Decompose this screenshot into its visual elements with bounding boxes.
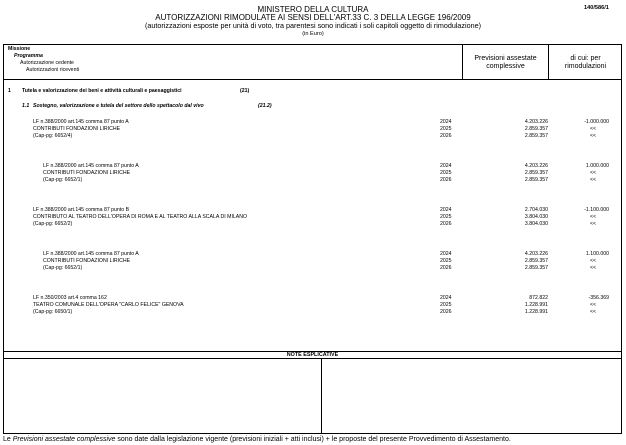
row-rimod: << (590, 133, 597, 139)
row-chapter: (Cap-pg: 6652/1) (43, 177, 83, 183)
col-aut-riceventi: Autorizzazioni riceventi (26, 67, 80, 73)
row-description: CONTRIBUTI FONDAZIONI LIRICHE (33, 126, 121, 132)
col-missione: Missione (8, 46, 31, 52)
notes-divider (321, 358, 322, 434)
notes-title: NOTE ESPLICATIVE (286, 352, 339, 358)
programma-code: (21.2) (258, 103, 272, 109)
missione-label: Tutela e valorizzazione dei beni e attività culturali e paesaggistici (22, 88, 182, 94)
row-year: 2025 (440, 258, 452, 264)
row-year: 2024 (440, 295, 452, 301)
document-title: AUTORIZZAZIONI RIMODULATE AI SENSI DELL'ART.33 C. 3 DELLA LEGGE 196/2009 (155, 13, 471, 22)
row-rimod: << (590, 170, 597, 176)
row-law: LF n.350/2003 art.4 comma 162 (33, 295, 107, 301)
footer-rest: sono date dalla legislazione vigente (previsioni iniziali + atti inclusi) + le proposte del presente Provvedimento di Assestamento. (115, 436, 511, 443)
row-value: 1.228.991 (524, 302, 548, 308)
row-rimod: << (590, 221, 597, 227)
footer-prefix: Le (3, 436, 13, 443)
row-year: 2024 (440, 207, 452, 213)
col-programma: Programma (14, 53, 43, 59)
row-law: LF n.388/2000 art.145 comma 87 punto A (43, 163, 139, 169)
row-chapter: (Cap-pg: 6652/2) (33, 221, 73, 227)
row-description: CONTRIBUTO AL TEATRO DELL'OPERA DI ROMA E AL TEATRO ALLA SCALA DI MILANO (33, 214, 248, 220)
row-rimod: << (590, 214, 597, 220)
table-row (0, 119, 626, 147)
row-description: TEATRO COMUNALE DELL'OPERA "CARLO FELICE" GENOVA (33, 302, 184, 308)
row-year: 2025 (440, 170, 452, 176)
col-previsioni-line2: complessive (486, 63, 525, 70)
row-rimod: << (590, 302, 597, 308)
missione-code: (21) (240, 88, 250, 94)
table-row (0, 251, 626, 279)
row-value: 1.228.991 (524, 309, 548, 315)
row-year: 2024 (440, 251, 452, 257)
row-law: LF n.388/2000 art.145 comma 87 punto B (33, 207, 130, 213)
row-value: 872.822 (529, 295, 548, 301)
row-year: 2024 (440, 119, 452, 125)
row-chapter: (Cap-pg: 6652/1) (43, 265, 83, 271)
document-subtitle: (autorizzazioni esposte per unità di voto, tra parentesi sono indicati i soli capitoli oggetto di rimodulazione) (144, 21, 481, 30)
row-law: LF n.388/2000 art.145 comma 87 punto A (33, 119, 129, 125)
footer-note (3, 435, 511, 444)
row-year: 2024 (440, 163, 452, 169)
row-rimod: << (590, 309, 597, 315)
row-rimod: 1.000.000 (585, 163, 609, 169)
row-value: 2.704.030 (524, 207, 548, 213)
row-rimod: << (590, 258, 597, 264)
row-value: 4.203.226 (524, 119, 548, 125)
col-previsioni-line1: Previsioni assestate (474, 55, 537, 62)
missione-number: 1 (8, 88, 11, 94)
row-value: 2.859.357 (524, 258, 548, 264)
row-value: 2.859.357 (524, 170, 548, 176)
col-rimod-line1: di cui: per (570, 55, 601, 62)
row-year: 2026 (440, 265, 452, 271)
footer-emphasis: Previsioni assestate complessive (12, 436, 116, 443)
row-year: 2025 (440, 126, 452, 132)
notes-title-rule (3, 358, 622, 359)
col-rimod-line2: rimodulazioni (564, 63, 607, 70)
row-year: 2026 (440, 133, 452, 139)
row-rimod: -1.100.000 (584, 207, 609, 213)
row-value: 2.859.357 (524, 126, 548, 132)
row-rimod: 1.100.000 (585, 251, 609, 257)
row-year: 2026 (440, 221, 452, 227)
currency-note: (in Euro) (302, 31, 324, 37)
row-year: 2026 (440, 177, 452, 183)
row-value: 3.804.030 (524, 214, 548, 220)
table-row (0, 295, 626, 323)
row-rimod: << (590, 177, 597, 183)
row-value: 4.203.226 (524, 251, 548, 257)
row-chapter: (Cap-pg: 6650/1) (33, 309, 73, 315)
row-chapter: (Cap-pg: 6652/4) (33, 133, 73, 139)
row-law: LF n.388/2000 art.145 comma 87 punto A (43, 251, 139, 257)
row-value: 2.859.357 (524, 265, 548, 271)
row-rimod: << (590, 126, 597, 132)
row-description: CONTRIBUTI FONDAZIONI LIRICHE (43, 170, 131, 176)
table-row (0, 207, 626, 235)
row-rimod: -356.369 (588, 295, 609, 301)
programma-number: 1.1 (22, 103, 30, 109)
page-reference: 140/586/1 (584, 5, 609, 11)
row-value: 3.804.030 (524, 221, 548, 227)
row-year: 2025 (440, 214, 452, 220)
ministry-title: MINISTERO DELLA CULTURA (257, 5, 369, 14)
programma-label: Sostegno, valorizzazione e tutela del settore dello spettacolo dal vivo (33, 103, 204, 109)
row-rimod: << (590, 265, 597, 271)
row-rimod: -1.000.000 (584, 119, 609, 125)
row-value: 2.859.357 (524, 133, 548, 139)
row-description: CONTRIBUTI FONDAZIONI LIRICHE (43, 258, 131, 264)
row-value: 2.859.357 (524, 177, 548, 183)
table-row (0, 163, 626, 191)
header-rule (3, 79, 622, 80)
col-aut-cedente: Autorizzazione cedente (20, 60, 74, 66)
row-year: 2026 (440, 309, 452, 315)
row-year: 2025 (440, 302, 452, 308)
row-value: 4.203.226 (524, 163, 548, 169)
